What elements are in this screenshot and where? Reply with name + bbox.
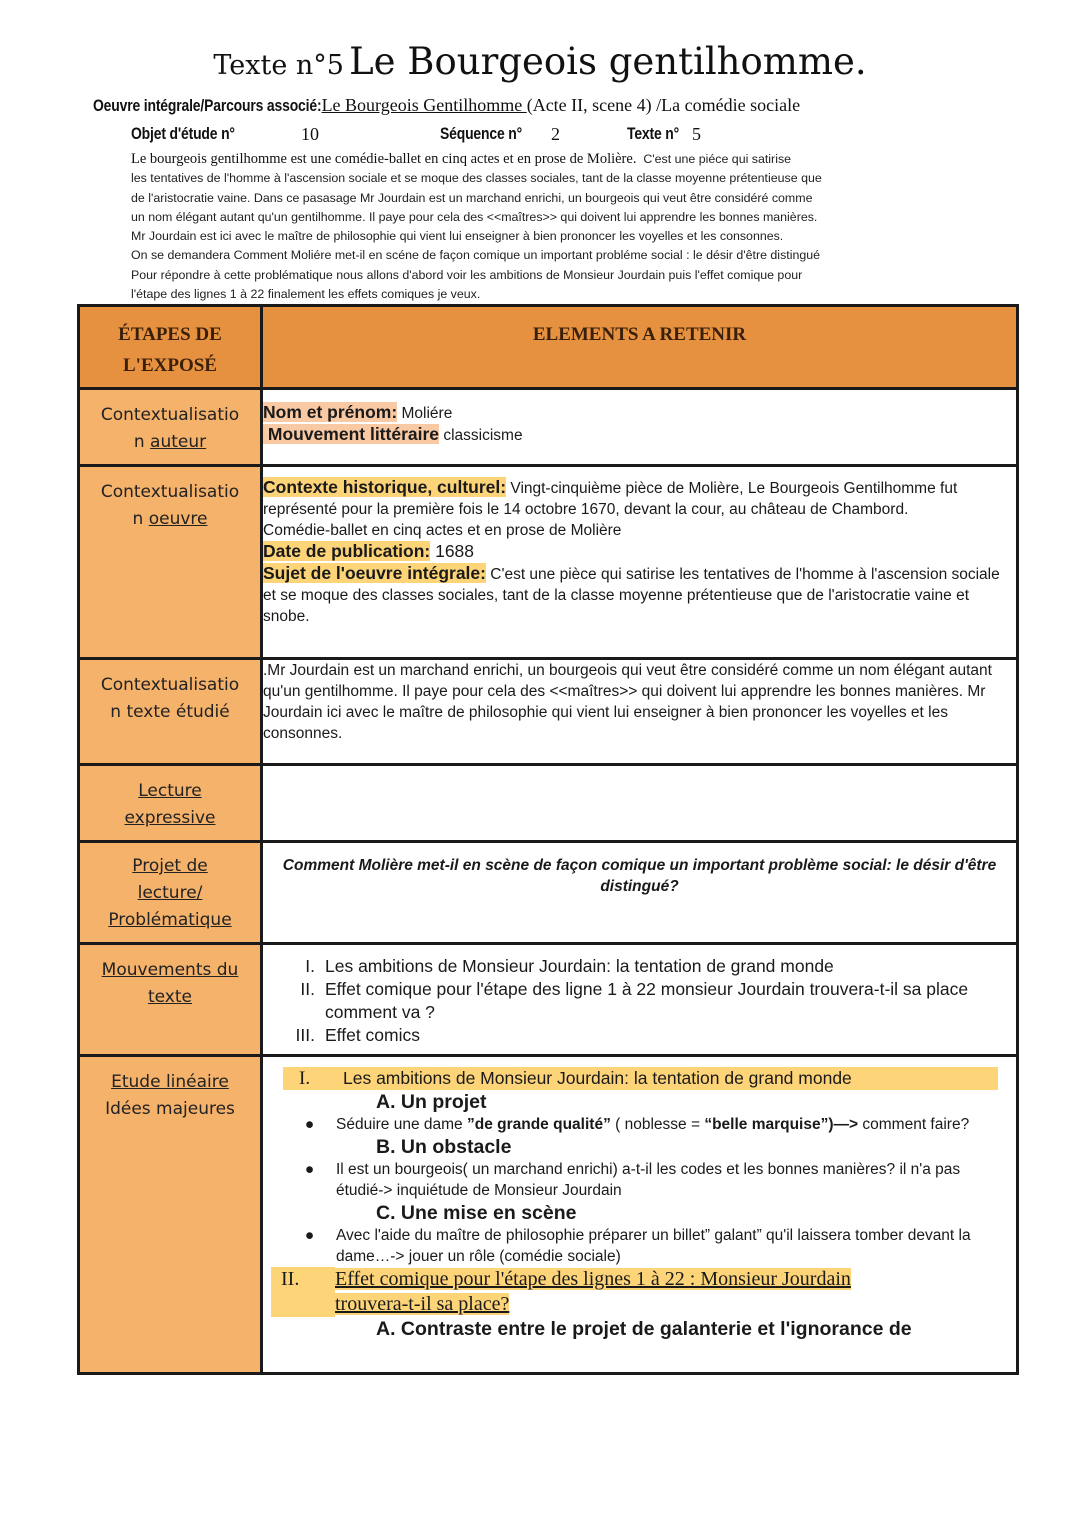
problematique-text: Comment Molière met-il en scène de façon comique un important problème social: le désir d'être distingué?: [262, 842, 1018, 944]
label-text: n: [132, 509, 149, 529]
sub-heading-b: B. Un obstacle: [376, 1136, 512, 1158]
label-text: n: [133, 432, 151, 452]
label-text-underlined: Projet de: [132, 856, 208, 876]
label-lecture: [79, 765, 262, 842]
label-etude: [79, 1056, 262, 1374]
list-item: [263, 955, 1016, 978]
table-header-row: [79, 306, 1018, 389]
item-number: I.: [305, 956, 315, 976]
row-etude: [79, 1056, 1018, 1374]
label-text: Contextualisatio: [100, 675, 240, 695]
bullet-icon: ●: [304, 1227, 315, 1244]
content-auteur: [262, 389, 1018, 466]
sub-heading-a: A. Un projet: [376, 1091, 487, 1113]
item-text: Les ambitions de Monsieur Jourdain: la tentation de grand monde: [325, 956, 834, 976]
row-projet: [79, 842, 1018, 944]
label-text-underlined: expressive: [124, 808, 216, 828]
intro-line: un nom élégant autant qu'un gentilhomme. Il paye pour cela des <<maîtres>> qui doivent lui apprendre les bonnes manières.: [131, 209, 818, 224]
genre-text: Comédie-ballet en cinq actes et en prose de Molière: [263, 522, 622, 539]
label-auteur: [79, 389, 262, 466]
sujet-value: C'est une pièce qui satirise les tentatives de l'homme à l'ascension sociale et se moque des classes sociales, tant de la classe moyenne prétentieuse que de l'aristocratie vaine et snobe.: [263, 566, 1000, 625]
sequence-value: 2: [551, 124, 560, 144]
sub-heading-c: C. Une mise en scène: [376, 1202, 577, 1224]
part-1-heading: [283, 1067, 998, 1090]
header-etapes-line2: L'EXPOSÉ: [123, 355, 217, 376]
intro-line: de l'aristocratie vaine. Dans ce pasasage Mr Jourdain est un marchand enrichi, un bourgeois qui veut être considéré comme: [131, 190, 813, 205]
bullet-item: [271, 1225, 1008, 1267]
oeuvre-rest: (Acte II, scene 4) /La comédie sociale: [526, 95, 801, 115]
label-text-underlined: texte: [147, 987, 192, 1007]
row-oeuvre: [79, 466, 1018, 659]
study-table: [77, 304, 1019, 1375]
nom-value: Moliére: [397, 405, 453, 422]
item-text: Effet comique pour l'étape des ligne 1 à 22 monsieur Jourdain trouvera-t-il sa place comment va ?: [325, 979, 969, 1022]
label-text-underlined: auteur: [150, 432, 207, 452]
part-number: II.: [271, 1267, 335, 1317]
item-text: Effet comics: [325, 1025, 420, 1045]
label-texte: [79, 659, 262, 765]
label-text-underlined: lecture/: [137, 883, 203, 903]
contexte-label: Contexte historique, culturel:: [263, 477, 507, 497]
bullet-text: Avec l'aide du maître de philosophie préparer un billet” galant” qu'il laissera tomber devant la dame…-> jouer un rôle (comédie sociale): [336, 1227, 971, 1265]
item-number: II.: [300, 979, 315, 999]
nom-label: Nom et prénom:: [263, 402, 398, 422]
row-mouvements: [79, 944, 1018, 1056]
content-etude: [262, 1056, 1018, 1374]
texte-label: Texte n°: [627, 124, 680, 143]
contexte-value: Vingt-cinquième pièce de Molière, Le Bourgeois Gentilhomme fut représenté pour la première fois le 14 octobre 1670, devant la cour, au château de Chambord.: [263, 480, 958, 518]
label-text: n texte étudié: [110, 702, 230, 722]
header-elements: ELEMENTS A RETENIR: [262, 306, 1018, 389]
label-text-underlined: oeuvre: [148, 509, 208, 529]
part-number: I.: [299, 1068, 311, 1089]
oeuvre-line: [93, 95, 800, 116]
bullet-icon: ●: [304, 1116, 315, 1133]
intro-line: les tentatives de l'homme à l'ascension sociale et se moque des classes sociales, tant de la classe moyenne prétentieuse que: [131, 171, 822, 186]
intro-line: Mr Jourdain est ici avec le maître de philosophie qui vient lui enseigner à bien prononcer les voyelles et les consonnes.: [131, 229, 784, 244]
row-texte: [79, 659, 1018, 765]
label-text: Contextualisatio: [100, 482, 240, 502]
date-label: Date de publication:: [263, 541, 431, 561]
mouvement-label: Mouvement littéraire: [263, 424, 440, 444]
texte-value: 5: [692, 124, 701, 144]
intro-line: l'étape des lignes 1 à 22 finalement les effets comiques je veux.: [131, 287, 481, 302]
oeuvre-title: Le Bourgeois Gentilhomme: [321, 95, 527, 115]
part-2-heading: [271, 1267, 1008, 1317]
list-item: [263, 1024, 1016, 1047]
title-main: Le Bourgeois gentilhomme.: [349, 40, 867, 83]
bullet-item: [271, 1159, 1008, 1201]
objet-label: Objet d'étude n°: [131, 124, 235, 143]
mouvements-list: [263, 955, 1016, 1047]
content-lecture[interactable]: [262, 765, 1018, 842]
oeuvre-label: Oeuvre intégrale/Parcours associé:: [93, 96, 322, 115]
label-mouvements: [79, 944, 262, 1056]
content-mouvements: [262, 944, 1018, 1056]
intro-line: Pour répondre à cette problématique nous allons d'abord voir les ambitions de Monsieur Jourdain puis l'effet comique pour: [131, 267, 803, 282]
mouvement-value: classicisme: [439, 427, 523, 444]
label-text: Contextualisatio: [100, 405, 240, 425]
sub-heading-a2: A. Contraste entre le projet de galanterie et l'ignorance de: [376, 1318, 912, 1340]
page-title: [0, 40, 1080, 83]
label-oeuvre: [79, 466, 262, 659]
label-projet: [79, 842, 262, 944]
intro-line: On se demandera Comment Moliére met-il en scéne de façon comique un important probléme social : le désir d'être distingué: [131, 248, 821, 263]
part-title: Les ambitions de Monsieur Jourdain: la tentation de grand monde: [343, 1068, 852, 1088]
label-text-underlined: Lecture: [138, 781, 202, 801]
content-texte: .Mr Jourdain est un marchand enrichi, un bourgeois qui veut être considéré comme un nom élégant autant qu'un gentilhomme. Il paye pour cela des <<maîtres>> qui doivent lui apprendre les bonnes manières. Mr Jourdain ici avec le maître de philosophie qui vient lui enseigner à bien prononcer les voyelles et les consonnes.: [262, 659, 1018, 765]
list-item: [263, 978, 1016, 1024]
date-value: 1688: [430, 541, 475, 561]
intro-line1-rest: C'est une piéce qui satirise: [636, 152, 792, 166]
intro-lead: Le bourgeois gentilhomme est une comédie-ballet en cinq actes et en prose de Molière.: [131, 151, 637, 167]
part-title: Effet comique pour l'étape des lignes 1 à 22 : Monsieur Jourdain trouvera-t-il sa place?: [335, 1268, 851, 1315]
label-text: Idées majeures: [105, 1099, 235, 1119]
label-text-underlined: Mouvements du: [101, 960, 239, 980]
bullet-text: Séduire une dame ”de grande qualité” ( noblesse = “belle marquise”)—> comment faire?: [336, 1116, 970, 1133]
bullet-item: [271, 1114, 1008, 1135]
sequence-label: Séquence n°: [440, 124, 523, 143]
study-info-line: [131, 124, 931, 146]
header-etapes: [79, 306, 262, 389]
row-auteur: [79, 389, 1018, 466]
intro-paragraph: [131, 150, 961, 304]
objet-value: 10: [301, 124, 319, 144]
label-text-underlined: Etude linéaire: [111, 1072, 229, 1092]
bullet-icon: ●: [304, 1161, 315, 1178]
row-lecture: [79, 765, 1018, 842]
content-oeuvre: [262, 466, 1018, 659]
sujet-label: Sujet de l'oeuvre intégrale:: [263, 563, 486, 583]
header-etapes-line1: ÉTAPES DE: [118, 324, 222, 345]
bullet-text: Il est un bourgeois( un marchand enrichi) a-t-il les codes et les bonnes manières? il n'a pas étudié-> inquiétude de Monsieur Jourdain: [336, 1161, 961, 1199]
label-text-underlined: Problématique: [108, 910, 232, 930]
item-number: III.: [295, 1025, 315, 1045]
title-prefix: Texte n°5: [213, 50, 344, 81]
